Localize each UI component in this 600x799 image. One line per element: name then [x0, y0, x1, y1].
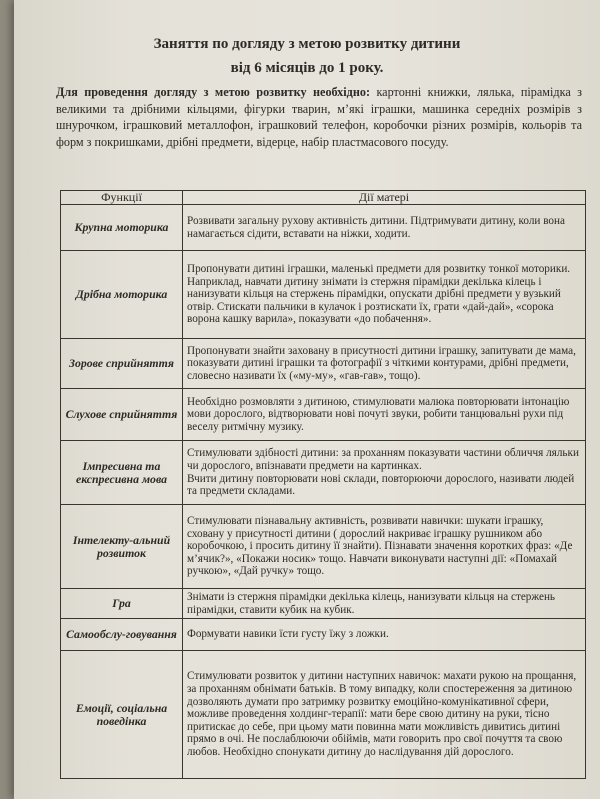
action-cell: Пропонувати дитині іграшки, маленькі предмети для розвитку тонкої моторики. Наприклад, навчати дитину знімати із стержня пірамідки декілька кілець і нанизувати кільця на стержень пірамідки, опускати дрібні предмети у вузький отвір. Стискати пальчики в кулачок і розтискати їх, грати «дай-дай», «сорока ворона кашку варила», показувати «до побачення».: [183, 251, 586, 339]
development-table: [60, 190, 586, 779]
action-cell: Стимулювати розвиток у дитини наступних навичок: махати рукою на прощання, за проханням обнімати батьків. В тому випадку, коли спостереження за дитиною дозволяють думати про затримку розвитку емоційно-комунікативної сфери, можливе проведення холдинг-терапії: мати бере свою дитину на руки, тісно притискає до себе, при цьому мати повинна мати можливість дивитись дитині прямо в очі. Не послаблюючи обіймів, мати говорить про свої почуття та свою любов. Необхідно спонукати дитину до наслідування дій дорослого.: [183, 651, 586, 779]
function-cell: Самообслу-говування: [61, 619, 183, 651]
action-cell: Пропонувати знайти заховану в присутності дитини іграшку, запитувати де мама, показувати дитині іграшки та фотографії з чіткими контурами, дрібні предмети, словесно називати їх («му-му», «гав-гав», тощо).: [183, 339, 586, 389]
function-cell: Зорове сприйняття: [61, 339, 183, 389]
table-row: [61, 389, 586, 441]
table-row: [61, 651, 586, 779]
table-row: [61, 619, 586, 651]
table-header-row: [61, 191, 586, 205]
document-title-line2: від 6 місяців до 1 року.: [230, 60, 384, 76]
table-row: [61, 251, 586, 339]
function-cell: Імпресивна та експресивна мова: [61, 441, 183, 505]
table-row: [61, 441, 586, 505]
header-mother-actions: Дії матері: [183, 191, 586, 205]
intro-paragraph: [56, 84, 582, 150]
intro-bold-lead: Для проведення догляду з метою розвитку необхідно:: [56, 85, 371, 99]
function-cell: Крупна моторика: [61, 205, 183, 251]
function-cell: Слухове сприйняття: [61, 389, 183, 441]
table-row: [61, 205, 586, 251]
table-row: [61, 589, 586, 619]
action-cell: Формувати навики їсти густу їжу з ложки.: [183, 619, 586, 651]
action-cell: Розвивати загальну рухову активність дитини. Підтримувати дитину, коли вона намагається сідити, вставати на ніжки, ходити.: [183, 205, 586, 251]
action-cell: Стимулювати пізнавальну активність, розвивати навички: шукати іграшку, сховану у присутності дитини ( дорослий накриває іграшку рушником або коробочкою, і просить дитину її знайти). Пізнавати значення коротких фраз: «Де м’ячик?», «Покажи носик» тощо. Навчати виконувати наступні дії: «Помахай ручкою», «Дай ручку» тощо.: [183, 505, 586, 589]
action-cell: Стимулювати здібності дитини: за проханням показувати частини обличчя ляльки чи дорослого, впізнавати предмети на картинках. Вчити дитину повторювати нові склади, повторюючи дорослого, називати людей та предмети складами.: [183, 441, 586, 505]
intro-text: картонні книжки, лялька, пірамідка з великими та дрібними кільцями, фігурки тварин, м’які іграшки, машинка середніх розмірів з шнурочком, іграшковий металлофон, іграшковий телефон, коробочки різних розмірів, кольорів та форм з покришками, дрібні предмети, відерце, набір пластмасового посуду.: [56, 85, 582, 149]
function-cell: Дрібна моторика: [61, 251, 183, 339]
document-title-line1: Заняття по догляду з метою розвитку дитини: [153, 36, 461, 52]
header-functions: Функції: [61, 191, 183, 205]
table-row: [61, 339, 586, 389]
function-cell: Гра: [61, 589, 183, 619]
function-cell: Емоції, соціальна поведінка: [61, 651, 183, 779]
action-cell: Знімати із стержня пірамідки декілька кілець, нанизувати кільця на стержень пірамідки, ставити кубик на кубик.: [183, 589, 586, 619]
action-cell: Необхідно розмовляти з дитиною, стимулювати малюка повторювати інтонацію мови дорослого, відтворювати нові почуті звуки, робити танцювальні рухи під веселу ритмічну музику.: [183, 389, 586, 441]
document-page: [14, 0, 600, 799]
table-row: [61, 505, 586, 589]
function-cell: Інтелекту-альний розвиток: [61, 505, 183, 589]
